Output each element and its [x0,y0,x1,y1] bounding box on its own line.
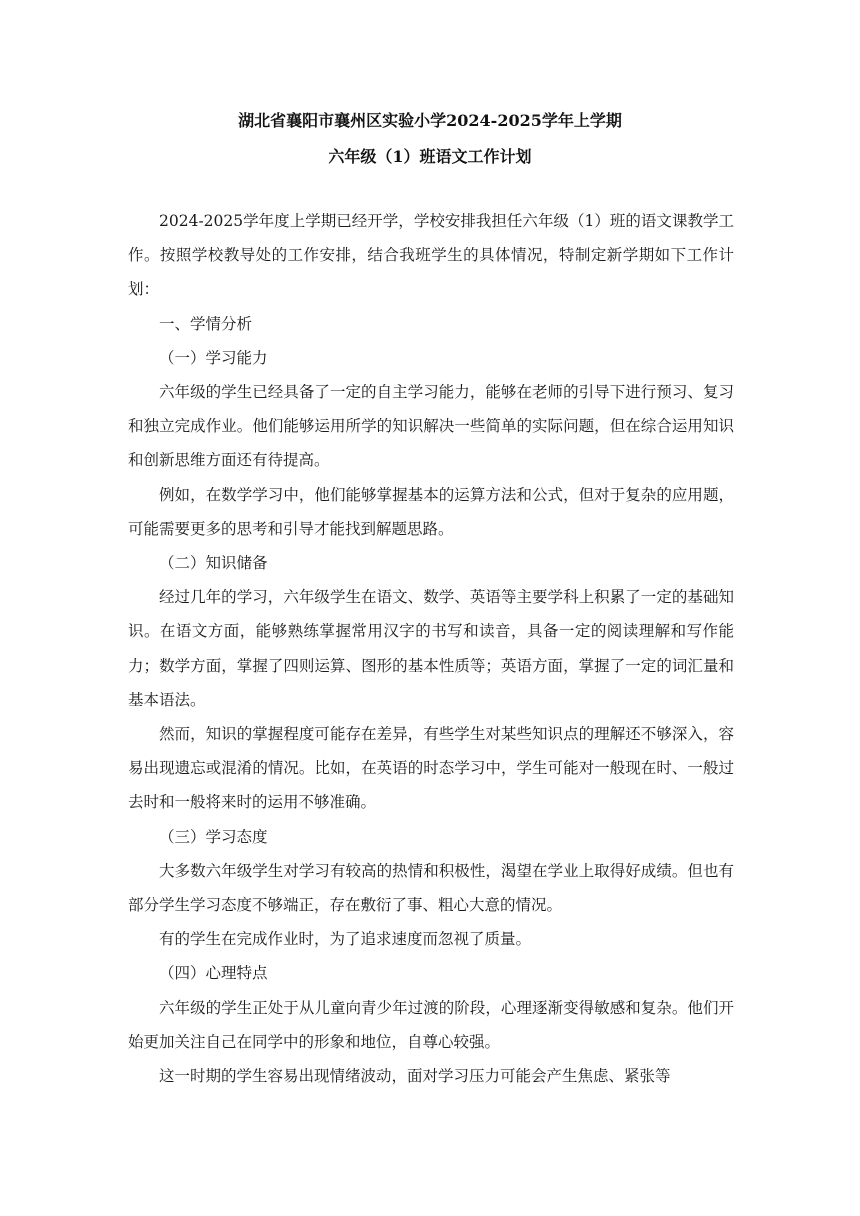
intro-paragraph: 2024-2025学年度上学期已经开学，学校安排我担任六年级（1）班的语文课教学工作。按照学校教导处的工作安排，结合我班学生的具体情况，特制定新学期如下工作计划： [128,212,734,299]
section-heading-analysis: 一、学情分析 [159,314,253,333]
paragraph-ability: 六年级的学生已经具备了一定的自主学习能力，能够在老师的引导下进行预习、复习和独立完成作业。他们能够运用所学的知识解决一些简单的实际问题，但在综合运用知识和创新思维方面还有待提高。 [128,383,734,470]
document-body [128,204,734,1093]
document-subtitle: 六年级（1）班语文工作计划 [328,147,532,166]
subsection-heading-ability: （一）学习能力 [159,348,268,367]
paragraph-attitude: 大多数六年级学生对学习有较高的热情和积极性，渴望在学业上取得好成绩。但也有部分学生学习态度不够端正，存在敷衍了事、粗心大意的情况。 [128,861,734,915]
paragraph-psychology: 六年级的学生正处于从儿童向青少年过渡的阶段，心理逐渐变得敏感和复杂。他们开始更加关注自己在同学中的形象和地位，自尊心较强。 [128,998,734,1051]
document-title: 湖北省襄阳市襄州区实验小学2024-2025学年上学期 [238,111,622,130]
subsection-heading-knowledge: （二）知识储备 [159,554,268,573]
paragraph-knowledge-gap: 然而，知识的掌握程度可能存在差异，有些学生对某些知识点的理解还不够深入，容易出现遗忘或混淆的情况。比如，在英语的时态学习中，学生可能对一般现在时、一般过去时和一般将来时的运用不够准确。 [128,725,734,812]
paragraph-psychology-emotion: 这一时期的学生容易出现情绪波动，面对学习压力可能会产生焦虑、紧张等 [159,1067,671,1086]
paragraph-ability-example: 例如，在数学学习中，他们能够掌握基本的运算方法和公式，但对于复杂的应用题，可能需要更多的思考和引导才能找到解题思路。 [128,485,734,538]
paragraph-knowledge: 经过几年的学习，六年级学生在语文、数学、英语等主要学科上积累了一定的基础知识。在语文方面，能够熟练掌握常用汉字的书写和读音，具备一定的阅读理解和写作能力；数学方面，掌握了四则运算、图形的基本性质等；英语方面，掌握了一定的词汇量和基本语法。 [128,588,734,709]
subsection-heading-psychology: （四）心理特点 [159,964,268,983]
paragraph-attitude-example: 有的学生在完成作业时，为了追求速度而忽视了质量。 [159,930,532,949]
subsection-heading-attitude: （三）学习态度 [159,827,268,846]
